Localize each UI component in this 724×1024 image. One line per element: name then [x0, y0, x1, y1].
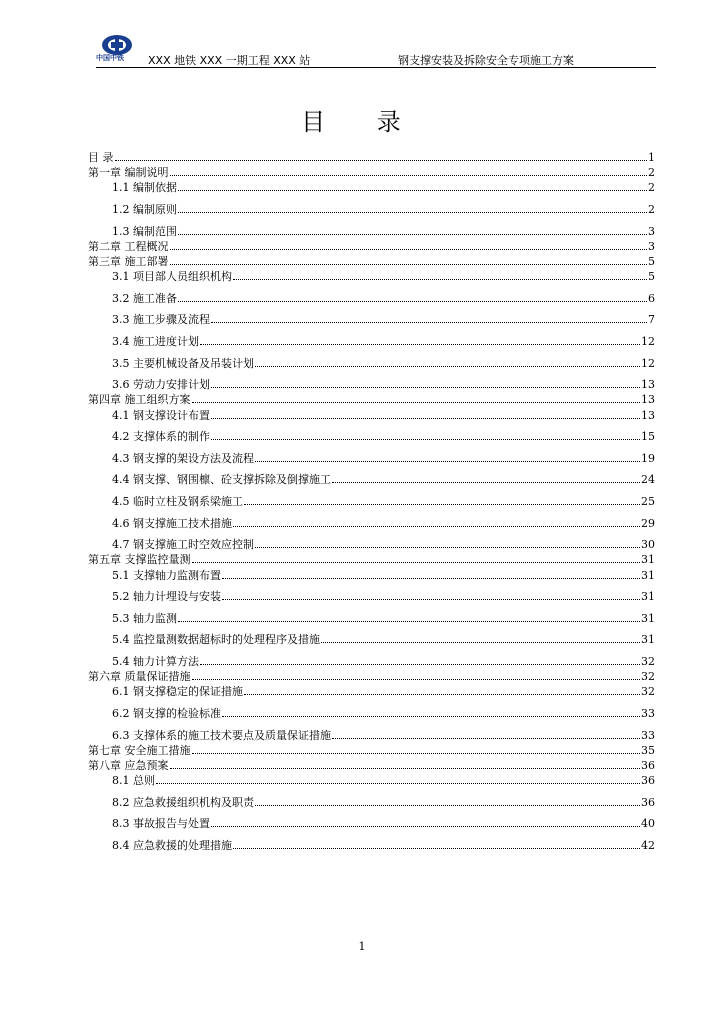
toc-entry-label: 第六章 质量保证措施	[88, 670, 191, 684]
toc-entry-label: 第七章 安全施工措施	[88, 743, 191, 757]
toc-leader-dots	[255, 805, 640, 806]
toc-entry-label: 6.3 支撑体系的施工技术要点及质量保证措施	[112, 728, 331, 742]
toc-entry-label: 第八章 应急预案	[88, 759, 169, 772]
toc-leader-dots	[255, 366, 640, 367]
toc-entry-label: 5.4 监控量测数据超标时的处理程序及措施	[112, 633, 320, 647]
toc-leader-dots	[211, 387, 640, 388]
toc-entry-page: 19	[641, 451, 655, 465]
toc-entry[interactable]	[88, 759, 655, 773]
toc-leader-dots	[211, 322, 647, 323]
toc-leader-dots	[332, 738, 640, 739]
toc-entry-label: 第一章 编制说明	[88, 166, 169, 180]
toc-leader-dots	[178, 234, 647, 235]
toc-entry-label: 1.3 编制范围	[112, 224, 177, 238]
toc-entry-label: 6.1 钢支撑稳定的保证措施	[112, 685, 243, 699]
toc-leader-dots	[192, 402, 641, 403]
toc-entry-label: 4.2 支撑体系的制作	[112, 430, 210, 444]
project-name: XXX 地铁 XXX 一期工程 XXX 站	[148, 54, 311, 67]
toc-entry-page: 32	[641, 685, 655, 699]
toc-entry-label: 5.4 轴力计算方法	[112, 655, 199, 668]
toc-leader-dots	[332, 482, 640, 483]
toc-entry-label: 5.3 轴力监测	[112, 611, 177, 625]
toc-entry-page: 5	[648, 270, 655, 284]
toc-entry-label: 5.1 支撑轴力监测布置	[112, 568, 221, 582]
toc-entry-page: 2	[648, 181, 655, 195]
toc-entry-page: 12	[641, 335, 655, 348]
toc-entry-page: 12	[641, 356, 655, 370]
toc-entry-page: 31	[641, 553, 655, 567]
toc-entry-page: 31	[641, 590, 655, 604]
toc-entry[interactable]	[112, 473, 655, 487]
toc-entry[interactable]	[112, 430, 655, 444]
toc-leader-dots	[170, 175, 648, 176]
toc-entry[interactable]	[112, 796, 655, 810]
toc-leader-dots	[222, 599, 640, 600]
toc-entry[interactable]	[112, 817, 655, 831]
toc-entry-page: 5	[648, 255, 655, 268]
toc-entry[interactable]	[88, 151, 655, 165]
toc-leader-dots	[222, 578, 640, 579]
toc-entry-label: 4.1 钢支撑设计布置	[112, 408, 210, 422]
toc-entry-page: 36	[641, 774, 655, 788]
toc-entry[interactable]	[112, 590, 655, 604]
toc-entry-label: 8.3 事故报告与处置	[112, 817, 210, 831]
toc-entry[interactable]	[112, 538, 655, 552]
toc-entry-page: 30	[641, 538, 655, 552]
toc-entry-page: 36	[641, 759, 655, 772]
toc-entry[interactable]	[112, 729, 655, 743]
toc-entry-label: 8.1 总则	[112, 774, 155, 788]
toc-entry-page: 40	[641, 817, 655, 831]
toc-entry-label: 6.2 钢支撑的检验标准	[112, 707, 221, 720]
toc-entry-page: 36	[641, 795, 655, 809]
toc-entry[interactable]	[112, 378, 655, 392]
toc-entry-page: 24	[641, 473, 655, 487]
toc-leader-dots	[192, 753, 641, 754]
toc-entry-page: 7	[648, 313, 655, 327]
toc-leader-dots	[115, 160, 648, 161]
toc-entry[interactable]	[112, 225, 655, 239]
toc-leader-dots	[192, 679, 641, 680]
toc-entry-page: 2	[648, 203, 655, 216]
toc-entry[interactable]	[112, 517, 655, 531]
toc-entry-page: 6	[648, 291, 655, 305]
toc-entry[interactable]	[88, 240, 655, 254]
toc-leader-dots	[178, 212, 647, 213]
toc-leader-dots	[178, 621, 640, 622]
toc-entry[interactable]	[88, 744, 655, 758]
toc-entry-label: 1.1 编制依据	[112, 181, 177, 195]
toc-entry[interactable]	[88, 393, 655, 407]
toc-entry-page: 33	[641, 728, 655, 742]
toc-entry-label: 第四章 施工组织方案	[88, 393, 191, 407]
header-rule	[96, 67, 656, 68]
toc-leader-dots	[170, 264, 648, 265]
toc-entry-label: 4.6 钢支撑施工技术措施	[112, 516, 232, 530]
toc-entry-page: 31	[641, 568, 655, 582]
toc-leader-dots	[156, 783, 640, 784]
toc-entry[interactable]	[88, 166, 655, 180]
toc-leader-dots	[255, 461, 640, 462]
toc-entry[interactable]	[112, 357, 655, 371]
toc-entry-page: 2	[648, 166, 655, 180]
toc-entry-page: 25	[641, 495, 655, 508]
toc-leader-dots	[321, 642, 640, 643]
toc-entry-label: 3.5 主要机械设备及吊装计划	[112, 356, 254, 370]
toc-entry-label: 8.4 应急救援的处理措施	[112, 839, 232, 852]
toc-leader-dots	[233, 848, 640, 849]
toc-leader-dots	[192, 562, 641, 563]
toc-leader-dots	[244, 694, 640, 695]
toc-entry-page: 32	[641, 670, 655, 684]
toc-leader-dots	[255, 547, 640, 548]
toc-entry-page: 31	[641, 633, 655, 647]
toc-entry[interactable]	[112, 839, 655, 853]
toc-leader-dots	[200, 664, 640, 665]
toc-leader-dots	[178, 190, 647, 191]
toc-entry-label: 第三章 施工部署	[88, 255, 169, 268]
toc-entry[interactable]	[112, 774, 655, 788]
toc-entry-page: 3	[648, 239, 655, 253]
toc-entry-label: 4.3 钢支撑的架设方法及流程	[112, 451, 254, 465]
toc-entry[interactable]	[112, 270, 655, 284]
toc-entry-page: 42	[641, 839, 655, 852]
toc-leader-dots	[211, 826, 640, 827]
toc-entry-label: 第二章 工程概况	[88, 239, 169, 253]
toc-entry-label: 8.2 应急救援组织机构及职责	[112, 795, 254, 809]
toc-leader-dots	[233, 279, 647, 280]
toc-entry[interactable]	[112, 495, 655, 509]
toc-entry-label: 3.3 施工步骤及流程	[112, 313, 210, 327]
toc-entry-page: 3	[648, 224, 655, 238]
toc-leader-dots	[200, 344, 640, 345]
toc-entry-label: 3.1 项目部人员组织机构	[112, 270, 232, 284]
toc-entry[interactable]	[112, 313, 655, 327]
toc-entry-label: 3.2 施工准备	[112, 291, 177, 305]
toc-entry-page: 32	[641, 655, 655, 668]
toc-entry-label: 目 录	[88, 151, 114, 164]
logo-text: 中国中铁	[96, 54, 124, 62]
toc-entry[interactable]	[112, 633, 655, 647]
toc-entry[interactable]	[112, 409, 655, 423]
toc-entry-page: 33	[641, 707, 655, 720]
toc-entry-label: 4.7 钢支撑施工时空效应控制	[112, 538, 254, 552]
toc-entry-label: 3.6 劳动力安排计划	[112, 378, 210, 392]
toc-entry[interactable]	[112, 707, 655, 721]
toc-leader-dots	[170, 768, 641, 769]
toc-entry-page: 13	[641, 393, 655, 407]
toc-entry[interactable]	[112, 203, 655, 217]
toc-entry-label: 4.5 临时立柱及钢系梁施工	[112, 495, 243, 508]
toc-entry-page: 13	[641, 408, 655, 422]
toc-entry[interactable]	[88, 670, 655, 684]
toc-entry[interactable]	[88, 255, 655, 269]
toc-leader-dots	[222, 716, 640, 717]
page-number: 1	[358, 940, 366, 953]
toc-entry-page: 31	[641, 611, 655, 625]
toc-entry-page: 1	[648, 151, 655, 164]
toc-leader-dots	[170, 249, 648, 250]
document-title: 钢支撑安装及拆除安全专项施工方案	[398, 54, 574, 67]
toc-entry[interactable]	[112, 612, 655, 626]
toc-entry[interactable]	[112, 292, 655, 306]
toc-entry-label: 3.4 施工进度计划	[112, 335, 199, 348]
toc-entry-label: 4.4 钢支撑、钢围檩、砼支撑拆除及倒撑施工	[112, 473, 331, 487]
toc-leader-dots	[233, 526, 640, 527]
toc-entry[interactable]	[112, 685, 655, 699]
toc-entry-page: 35	[641, 743, 655, 757]
toc-entry[interactable]	[112, 452, 655, 466]
page-header	[96, 30, 656, 70]
toc-entry[interactable]	[112, 655, 655, 669]
page-title: 目 录	[301, 108, 423, 136]
toc-entry-label: 第五章 支撑监控量测	[88, 553, 191, 567]
toc-leader-dots	[211, 439, 640, 440]
toc-entry[interactable]	[112, 181, 655, 195]
toc-entry-page: 13	[641, 378, 655, 392]
toc-entry-page: 15	[641, 430, 655, 444]
toc-leader-dots	[211, 418, 640, 419]
toc-entry[interactable]	[112, 569, 655, 583]
toc-entry-page: 29	[641, 516, 655, 530]
toc-entry-label: 5.2 轴力计埋设与安装	[112, 590, 221, 604]
toc-leader-dots	[244, 504, 640, 505]
toc-entry-label: 1.2 编制原则	[112, 203, 177, 216]
toc-entry[interactable]	[112, 335, 655, 349]
toc-entry[interactable]	[88, 553, 655, 567]
toc-leader-dots	[178, 301, 647, 302]
